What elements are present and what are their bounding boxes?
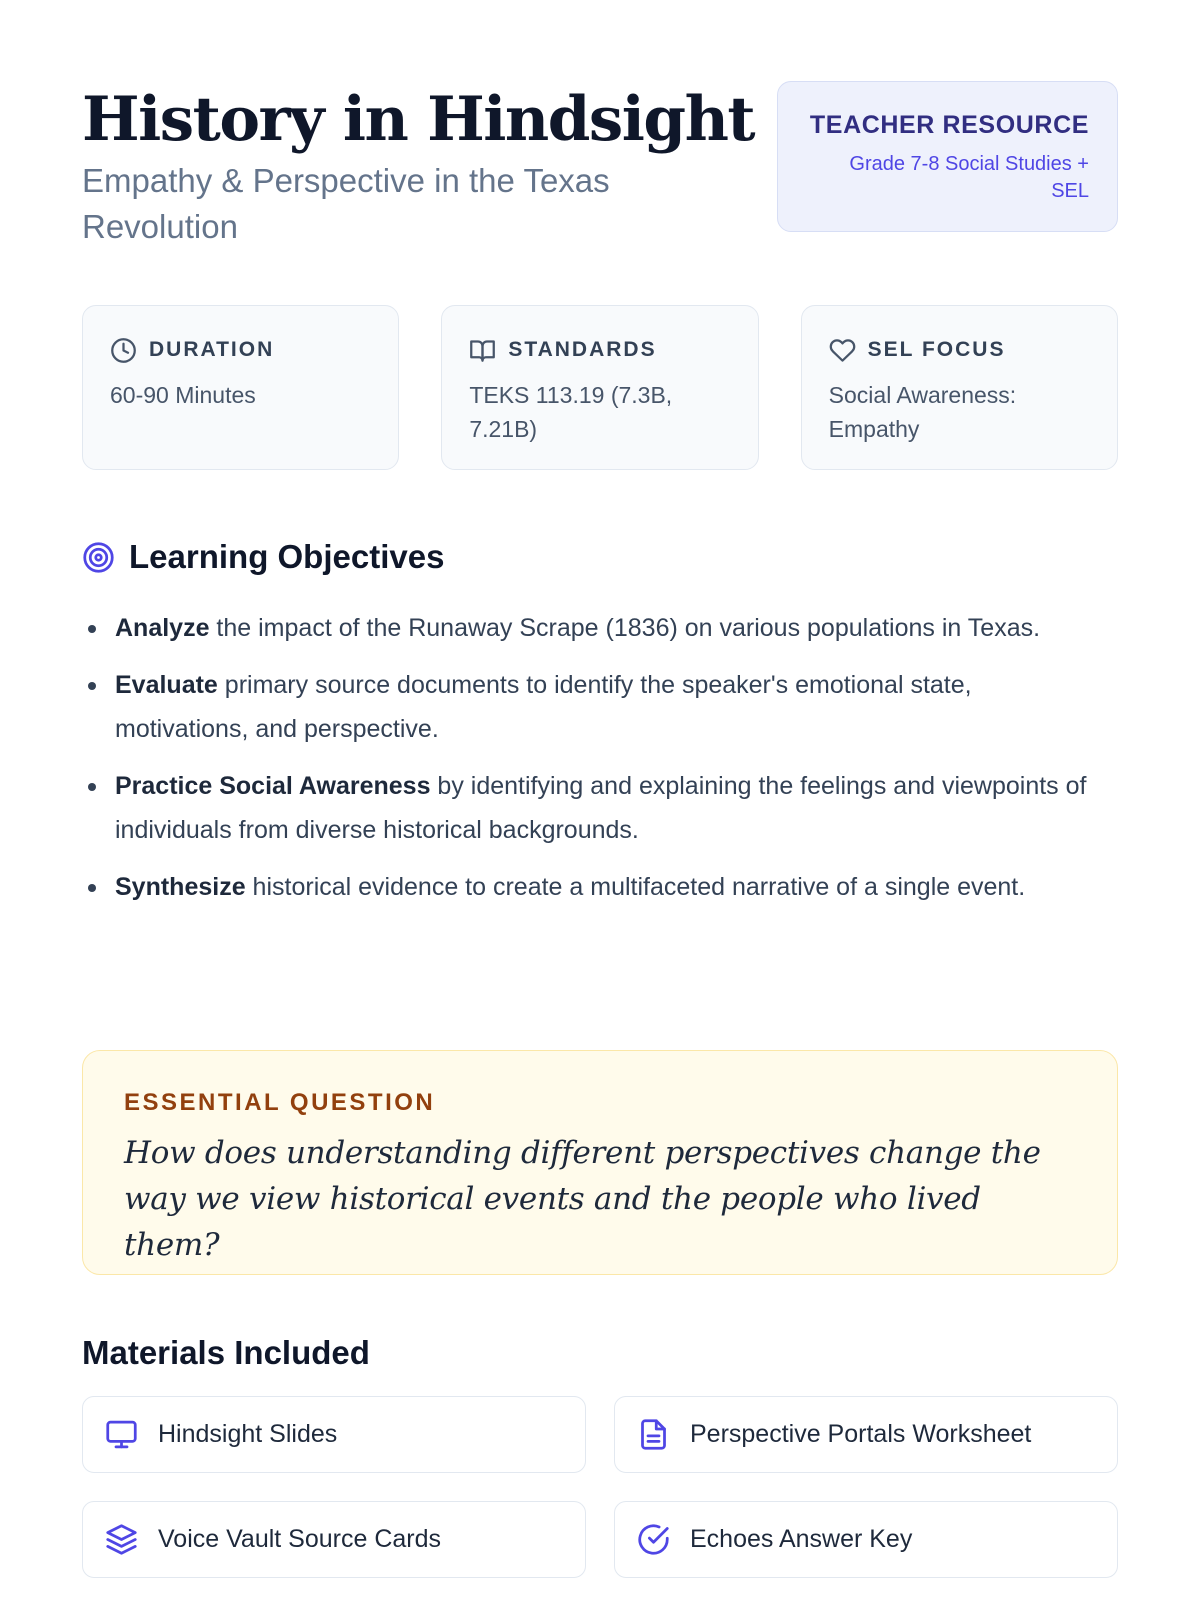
info-card-standards [441,305,758,470]
objective-text: historical evidence to create a multifaceted narrative of a single event. [245,873,1026,901]
objective-text: by identifying and explaining the feelings and viewpoints of individuals from diverse historical backgrounds. [115,772,1087,844]
clock-icon [110,337,137,364]
list-item [82,606,1118,650]
materials-grid [82,1396,1118,1578]
list-item [82,764,1118,852]
materials-heading: Materials Included [82,1334,370,1371]
material-item-slides[interactable] [82,1396,586,1473]
material-label: Hindsight Slides [158,1420,338,1448]
page-subtitle: Empathy & Perspective in the Texas Revolution [82,162,610,245]
page-title: History in Hindsight [82,84,755,155]
objectives-heading [82,538,444,576]
book-icon [469,337,496,364]
list-item [82,663,1118,751]
material-item-answer-key[interactable] [614,1501,1118,1578]
page-header [82,0,1118,300]
material-label: Perspective Portals Worksheet [690,1420,1032,1448]
layers-icon [105,1523,138,1556]
objectives-heading-text: Learning Objectives [129,538,445,575]
objective-verb: Analyze [115,614,210,642]
essential-question-text: How does understanding different perspectives change the way we view historical events and the people who lived them? [124,1135,1041,1263]
document-icon [637,1418,670,1451]
objectives-list [82,606,1118,922]
info-label: STANDARDS [508,338,657,361]
info-value: Social Awareness: Empathy [828,382,1017,442]
teacher-resource-badge [777,81,1118,232]
objective-text: the impact of the Runaway Scrape (1836) on various populations in Texas. [209,614,1041,642]
list-item [82,865,1118,909]
info-value: 60-90 Minutes [110,382,256,408]
info-cards [82,305,1118,470]
target-icon [82,541,115,574]
info-label: SEL FOCUS [867,338,1006,361]
objective-text: primary source documents to identify the speaker's emotional state, motivations, and perspective. [115,671,972,743]
badge-subtitle: Grade 7-8 Social Studies + SEL [849,153,1089,202]
essential-question-box [82,1050,1118,1275]
info-value: TEKS 113.19 (7.3B, 7.21B) [469,382,673,442]
info-label: DURATION [149,338,275,361]
heart-icon [829,337,856,364]
info-card-sel-focus [801,305,1118,470]
objective-verb: Evaluate [115,671,218,699]
info-card-duration [82,305,399,470]
badge-title: TEACHER RESOURCE [809,111,1089,139]
objective-verb: Practice Social Awareness [115,772,431,800]
material-label: Voice Vault Source Cards [158,1525,442,1553]
objective-verb: Synthesize [115,873,246,901]
material-item-worksheet[interactable] [614,1396,1118,1473]
material-label: Echoes Answer Key [690,1525,913,1553]
material-item-source-cards[interactable] [82,1501,586,1578]
monitor-icon [105,1418,138,1451]
essential-question-label: ESSENTIAL QUESTION [124,1089,436,1116]
check-circle-icon [637,1523,670,1556]
